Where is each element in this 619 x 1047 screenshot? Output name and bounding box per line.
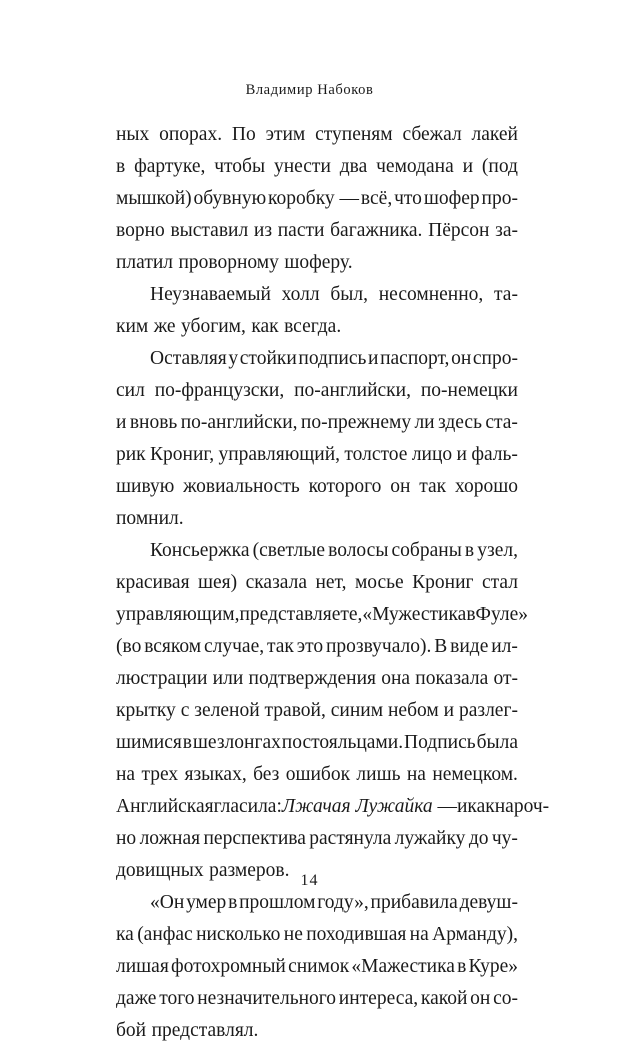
text-word: лакей xyxy=(471,124,518,145)
text-word: языках, xyxy=(184,764,247,785)
text-word: того xyxy=(159,988,195,1009)
text-word: как xyxy=(467,796,495,817)
text-word: ных xyxy=(116,124,150,145)
text-word: ступеням xyxy=(315,124,393,145)
text-word: (светлые xyxy=(252,540,326,561)
text-word: шофер xyxy=(423,188,480,209)
text-word: унести xyxy=(273,156,331,177)
text-word: Крониг, xyxy=(150,444,215,465)
text-word: Оставляя xyxy=(150,348,227,369)
text-word: рик xyxy=(116,444,146,465)
text-word: довищных xyxy=(116,860,204,881)
text-word: по-прежнему xyxy=(300,412,412,433)
text-word: снимок xyxy=(288,956,350,977)
text-word: управляющий, xyxy=(218,444,341,465)
text-word: лужайку xyxy=(394,828,466,849)
text-word: фартуке, xyxy=(134,156,206,177)
text-line xyxy=(116,119,518,151)
text-word: виде xyxy=(450,636,489,657)
text-word: (под xyxy=(481,156,518,177)
text-word: лишь xyxy=(356,764,401,785)
text-line xyxy=(116,407,518,439)
text-word: немецком. xyxy=(432,764,518,785)
text-word: шея) xyxy=(198,572,238,593)
running-head-author: Владимир Набоков xyxy=(245,82,374,98)
text-word: умер xyxy=(186,892,227,913)
text-word: подпись xyxy=(298,348,367,369)
text-word: и xyxy=(462,156,474,177)
text-word: показала xyxy=(415,668,489,689)
text-line xyxy=(116,631,518,663)
text-word: Консьержка xyxy=(150,540,250,561)
text-word: прозвучало). xyxy=(325,636,432,657)
text-word: здесь xyxy=(438,412,482,433)
text-word: ошибок xyxy=(285,764,351,785)
text-word: девуш- xyxy=(459,892,518,913)
text-word: «Он xyxy=(150,892,185,913)
text-word: и xyxy=(456,444,467,465)
text-word: этим xyxy=(265,124,306,145)
text-word: ил- xyxy=(491,636,518,657)
text-line xyxy=(116,183,518,215)
text-line xyxy=(116,1015,518,1047)
text-word: сил xyxy=(116,380,145,401)
text-line xyxy=(116,951,518,983)
text-word: убогим, xyxy=(181,316,246,337)
text-word: по-английски, xyxy=(180,412,298,433)
text-word: ли xyxy=(414,412,435,433)
text-word: трех xyxy=(141,764,179,785)
text-word: Английская xyxy=(116,796,214,817)
text-word: какой xyxy=(420,988,468,1009)
text-word: Арманду), xyxy=(432,924,518,945)
text-word: прибавила xyxy=(370,892,458,913)
text-word: проворному xyxy=(178,252,279,273)
text-word: он xyxy=(451,348,472,369)
text-line xyxy=(116,663,518,695)
text-word: По xyxy=(231,124,256,145)
page-number: 14 xyxy=(300,872,319,889)
text-word: В xyxy=(434,636,448,657)
text-word: ворно xyxy=(116,220,165,241)
text-word: спро- xyxy=(472,348,518,369)
text-word: она xyxy=(381,668,411,689)
text-word: случае, xyxy=(203,636,265,657)
text-word: же xyxy=(153,316,176,337)
text-word: в xyxy=(464,540,475,561)
text-word: люстрации xyxy=(116,668,208,689)
text-word: два xyxy=(339,156,368,177)
body-text xyxy=(116,119,550,1047)
text-line xyxy=(116,247,518,279)
text-word: мышкой) xyxy=(116,188,192,209)
text-word: помнил. xyxy=(116,508,184,529)
text-word: постояльцами. xyxy=(281,732,404,753)
text-word: даже xyxy=(116,988,157,1009)
text-word: хорошо xyxy=(454,476,518,497)
text-word: это xyxy=(296,636,324,657)
text-word: на xyxy=(409,924,429,945)
text-word: интереса, xyxy=(338,988,419,1009)
text-word: узел, xyxy=(477,540,518,561)
text-word: чемодана xyxy=(376,156,454,177)
text-word: Неузнаваемый xyxy=(150,284,271,305)
text-word: или xyxy=(212,668,244,689)
text-word: ка xyxy=(116,924,134,945)
text-line xyxy=(116,471,518,503)
text-word: фотохромный xyxy=(171,956,286,977)
text-word: подтверждения xyxy=(248,668,376,689)
text-word: и xyxy=(456,796,468,817)
text-word: году», xyxy=(317,892,369,913)
text-word: была xyxy=(476,732,518,753)
text-word: багажника. xyxy=(330,220,423,241)
text-line xyxy=(116,887,518,919)
text-word: паспорт, xyxy=(380,348,450,369)
text-line xyxy=(116,759,518,791)
text-word: ста- xyxy=(485,412,518,433)
text-word: в xyxy=(182,732,192,753)
text-word: лишая xyxy=(116,956,169,977)
text-word: представляете, xyxy=(239,604,363,625)
text-word: у xyxy=(228,348,239,369)
text-line xyxy=(116,535,518,567)
text-word: Крониг xyxy=(412,572,474,593)
text-line xyxy=(116,567,518,599)
text-word: без xyxy=(253,764,280,785)
text-word: опорах. xyxy=(159,124,223,145)
text-word: нет, xyxy=(315,572,347,593)
text-word: и xyxy=(368,348,379,369)
text-word: от- xyxy=(493,668,518,689)
text-word: собраны xyxy=(391,540,462,561)
text-word: и xyxy=(443,700,455,721)
text-word: небом xyxy=(387,700,439,721)
text-word: не xyxy=(283,924,303,945)
text-word: про- xyxy=(481,188,518,209)
text-word: Куре» xyxy=(468,956,518,977)
text-word: шивую xyxy=(116,476,175,497)
text-word: чтобы xyxy=(214,156,266,177)
text-line xyxy=(116,375,518,407)
text-word: шимися xyxy=(116,732,182,753)
text-line xyxy=(116,823,518,855)
text-line xyxy=(116,695,518,727)
text-word: но xyxy=(116,828,137,849)
text-word: толстое xyxy=(344,444,408,465)
text-line xyxy=(116,343,518,375)
text-word: нароч- xyxy=(494,796,550,817)
text-word: с xyxy=(180,700,190,721)
text-word: разлег- xyxy=(458,700,518,721)
text-word: походившая xyxy=(306,924,407,945)
text-word: из xyxy=(253,220,273,241)
italic-title-word: Лжачая Лужайка — xyxy=(281,796,457,817)
text-word: гласила: xyxy=(213,796,282,817)
text-line xyxy=(116,311,518,343)
text-word: зеленой xyxy=(194,700,260,721)
text-word: незначительного xyxy=(197,988,337,1009)
text-word: платил xyxy=(116,252,174,273)
text-word: мосье xyxy=(354,572,404,593)
text-word: в xyxy=(457,956,467,977)
text-word: так xyxy=(266,636,294,657)
text-word: ким xyxy=(116,316,149,337)
text-word: крытку xyxy=(116,700,176,721)
text-word: синим xyxy=(330,700,384,721)
text-line xyxy=(116,599,528,631)
text-word: «Мужестика xyxy=(362,604,467,625)
text-word: всегда. xyxy=(284,316,342,337)
text-word: он xyxy=(470,988,491,1009)
text-word: стойки xyxy=(239,348,297,369)
text-line xyxy=(116,983,518,1015)
text-word: он xyxy=(390,476,411,497)
text-word: перспектива xyxy=(203,828,306,849)
text-word: по-немецки xyxy=(420,380,518,401)
text-line xyxy=(116,727,518,759)
text-word: обувную xyxy=(193,188,267,209)
text-word: до xyxy=(468,828,489,849)
text-word: и xyxy=(116,412,127,433)
text-word: «Мажестика xyxy=(351,956,455,977)
text-word: (анфас xyxy=(137,924,193,945)
text-word: со- xyxy=(493,988,518,1009)
text-word: нисколько xyxy=(196,924,281,945)
text-word: волосы xyxy=(328,540,389,561)
text-word: (во xyxy=(116,636,142,657)
text-word: сбежал xyxy=(402,124,462,145)
text-word: выставил xyxy=(170,220,249,241)
text-word: размеров. xyxy=(209,860,290,881)
text-word: Подпись xyxy=(404,732,476,753)
text-word: в xyxy=(466,604,476,625)
text-line xyxy=(116,439,518,471)
text-word: шоферу. xyxy=(284,252,353,273)
text-word: управляющим, xyxy=(116,604,240,625)
text-word: в xyxy=(228,892,238,913)
text-line xyxy=(116,919,518,951)
text-word: по-английски, xyxy=(294,380,411,401)
text-line xyxy=(116,215,518,247)
text-word: растянула xyxy=(309,828,392,849)
text-word: коробку — xyxy=(268,188,360,209)
text-line xyxy=(116,279,518,311)
text-word: был, xyxy=(330,284,369,305)
text-line xyxy=(116,791,550,823)
text-word: на xyxy=(116,764,136,785)
text-word: стал xyxy=(482,572,518,593)
text-word: в xyxy=(116,156,126,177)
text-line xyxy=(116,503,518,535)
text-word: прошлом xyxy=(239,892,316,913)
text-word: ложная xyxy=(139,828,201,849)
italic-title: Лжачая Лужайка xyxy=(281,796,433,817)
text-word: вновь xyxy=(129,412,178,433)
text-word: красивая xyxy=(116,572,190,593)
text-word: Фуле» xyxy=(475,604,528,625)
text-word: так xyxy=(419,476,447,497)
text-word: холл xyxy=(281,284,320,305)
text-word: Пёрсон xyxy=(428,220,490,241)
text-word: бой xyxy=(116,1020,147,1041)
text-word: жовиальность xyxy=(183,476,300,497)
text-line xyxy=(116,151,518,183)
text-word: несомненно, xyxy=(378,284,484,305)
text-word: чу- xyxy=(491,828,518,849)
text-word: фаль- xyxy=(471,444,518,465)
text-word: за- xyxy=(495,220,518,241)
text-word: на xyxy=(406,764,426,785)
text-word: пасти xyxy=(277,220,325,241)
text-word: что xyxy=(394,188,422,209)
text-word: всё, xyxy=(360,188,393,209)
text-word: лицо xyxy=(411,444,453,465)
text-word: травой, xyxy=(264,700,326,721)
text-word: представлял. xyxy=(151,1020,259,1041)
text-word: которого xyxy=(308,476,382,497)
text-word: сказала xyxy=(245,572,307,593)
text-word: всяком xyxy=(144,636,202,657)
text-word: по-французски, xyxy=(154,380,285,401)
text-word: как xyxy=(251,316,279,337)
text-word: шезлонгах xyxy=(192,732,281,753)
text-word: та- xyxy=(494,284,518,305)
